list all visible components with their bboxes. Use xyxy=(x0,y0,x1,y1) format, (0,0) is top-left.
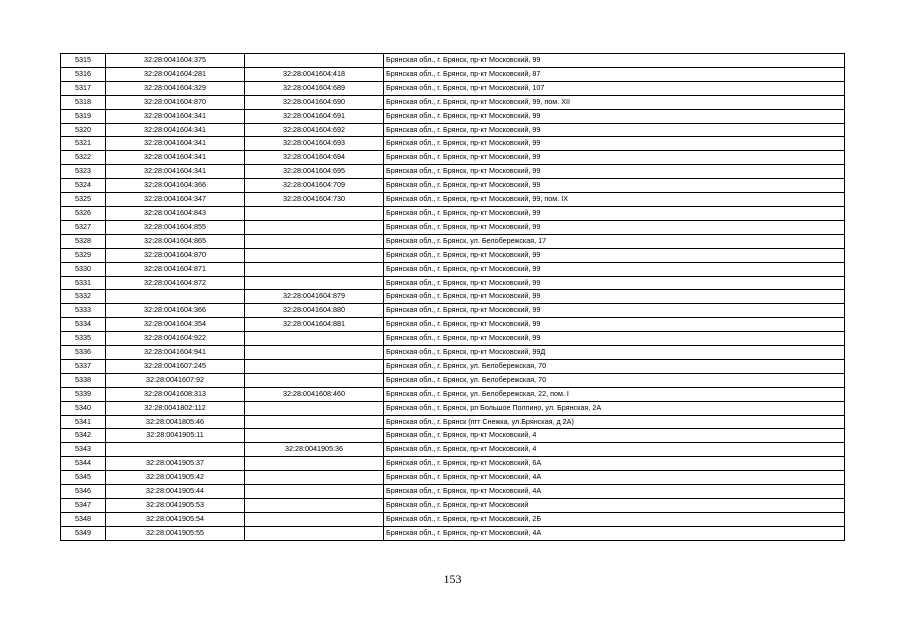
related-cadastral-number-cell: 32:28:0041604:880 xyxy=(245,304,384,318)
address-cell: Брянская обл., г. Брянск, пр-кт Московский, 99 xyxy=(384,318,845,332)
cadastral-number-cell: 32:28:0041604:329 xyxy=(106,81,245,95)
row-number-cell: 5321 xyxy=(61,137,106,151)
cadastral-number-cell: 32:28:0041604:341 xyxy=(106,109,245,123)
address-cell: Брянская обл., г. Брянск, пр-кт Московский, 87 xyxy=(384,67,845,81)
address-cell: Брянская обл., г. Брянск, ул. Белобережская, 70 xyxy=(384,373,845,387)
row-number-cell: 5316 xyxy=(61,67,106,81)
table-row xyxy=(61,137,845,151)
table-row xyxy=(61,499,845,513)
cadastral-number-cell: 32:28:0041604:366 xyxy=(106,179,245,193)
table-row xyxy=(61,346,845,360)
address-cell: Брянская обл., г. Брянск, пр-кт Московский, 99 xyxy=(384,151,845,165)
related-cadastral-number-cell xyxy=(245,401,384,415)
address-cell: Брянская обл., г. Брянск, пр-кт Московский, 4 xyxy=(384,429,845,443)
related-cadastral-number-cell xyxy=(245,346,384,360)
cadastral-number-cell: 32:28:0041608:313 xyxy=(106,387,245,401)
related-cadastral-number-cell: 32:28:0041604:693 xyxy=(245,137,384,151)
cadastral-number-cell: 32:28:0041604:871 xyxy=(106,262,245,276)
row-number-cell: 5333 xyxy=(61,304,106,318)
row-number-cell: 5326 xyxy=(61,206,106,220)
row-number-cell: 5324 xyxy=(61,179,106,193)
related-cadastral-number-cell xyxy=(245,485,384,499)
table-row xyxy=(61,373,845,387)
cadastral-number-cell: 32:28:0041805:46 xyxy=(106,415,245,429)
cadastral-number-cell: 32:28:0041905:53 xyxy=(106,499,245,513)
related-cadastral-number-cell: 32:28:0041604:692 xyxy=(245,123,384,137)
address-cell: Брянская обл., г. Брянск, пр-кт Московский, 4А xyxy=(384,471,845,485)
address-cell: Брянская обл., г. Брянск, пр-кт Московский, 99 xyxy=(384,123,845,137)
row-number-cell: 5335 xyxy=(61,332,106,346)
related-cadastral-number-cell: 32:28:0041604:689 xyxy=(245,81,384,95)
related-cadastral-number-cell xyxy=(245,234,384,248)
address-cell: Брянская обл., г. Брянск, пр-кт Московский, 99 xyxy=(384,290,845,304)
cadastral-number-cell: 32:28:0041905:37 xyxy=(106,457,245,471)
row-number-cell: 5329 xyxy=(61,248,106,262)
address-cell: Брянская обл., г. Брянск, пр-кт Московский, 4А xyxy=(384,485,845,499)
row-number-cell: 5346 xyxy=(61,485,106,499)
address-cell: Брянская обл., г. Брянск, пр-кт Московский, 99 xyxy=(384,206,845,220)
table-row xyxy=(61,387,845,401)
row-number-cell: 5331 xyxy=(61,276,106,290)
address-cell: Брянская обл., г. Брянск, пр-кт Московский, 99 xyxy=(384,220,845,234)
cadastral-number-cell: 32:28:0041905:42 xyxy=(106,471,245,485)
address-cell: Брянская обл., г. Брянск, пр-кт Московский, 99 xyxy=(384,332,845,346)
related-cadastral-number-cell xyxy=(245,276,384,290)
table-row xyxy=(61,304,845,318)
page-number: 153 xyxy=(443,572,462,586)
row-number-cell: 5322 xyxy=(61,151,106,165)
related-cadastral-number-cell xyxy=(245,220,384,234)
registry-table xyxy=(60,53,845,541)
address-cell: Брянская обл., г. Брянск, пр-кт Московский, 99, пом. IX xyxy=(384,193,845,207)
related-cadastral-number-cell xyxy=(245,373,384,387)
related-cadastral-number-cell: 32:28:0041604:881 xyxy=(245,318,384,332)
cadastral-number-cell: 32:28:0041604:341 xyxy=(106,165,245,179)
row-number-cell: 5339 xyxy=(61,387,106,401)
row-number-cell: 5345 xyxy=(61,471,106,485)
cadastral-number-cell: 32:28:0041604:341 xyxy=(106,137,245,151)
cadastral-number-cell: 32:28:0041607:92 xyxy=(106,373,245,387)
address-cell: Брянская обл., г. Брянск, пр-кт Московский, 4А xyxy=(384,526,845,540)
table-row xyxy=(61,193,845,207)
cadastral-number-cell: 32:28:0041604:870 xyxy=(106,95,245,109)
table-row xyxy=(61,123,845,137)
related-cadastral-number-cell xyxy=(245,54,384,68)
cadastral-number-cell xyxy=(106,443,245,457)
row-number-cell: 5332 xyxy=(61,290,106,304)
cadastral-number-cell: 32:28:0041604:366 xyxy=(106,304,245,318)
row-number-cell: 5337 xyxy=(61,359,106,373)
address-cell: Брянская обл., г. Брянск, пр-кт Московский, 99, пом. XII xyxy=(384,95,845,109)
cadastral-number-cell: 32:28:0041905:54 xyxy=(106,512,245,526)
related-cadastral-number-cell: 32:28:0041604:690 xyxy=(245,95,384,109)
table-row xyxy=(61,443,845,457)
cadastral-number-cell: 32:28:0041905:55 xyxy=(106,526,245,540)
row-number-cell: 5349 xyxy=(61,526,106,540)
related-cadastral-number-cell xyxy=(245,429,384,443)
row-number-cell: 5318 xyxy=(61,95,106,109)
table-row xyxy=(61,401,845,415)
table-row xyxy=(61,526,845,540)
table-row xyxy=(61,415,845,429)
cadastral-number-cell: 32:28:0041604:865 xyxy=(106,234,245,248)
table-row xyxy=(61,290,845,304)
table-row xyxy=(61,206,845,220)
row-number-cell: 5319 xyxy=(61,109,106,123)
related-cadastral-number-cell xyxy=(245,471,384,485)
address-cell: Брянская обл., г. Брянск, пр-кт Московский, 99 xyxy=(384,137,845,151)
row-number-cell: 5328 xyxy=(61,234,106,248)
registry-table-body xyxy=(61,54,845,541)
cadastral-number-cell: 32:28:0041604:870 xyxy=(106,248,245,262)
cadastral-number-cell: 32:28:0041802:112 xyxy=(106,401,245,415)
row-number-cell: 5330 xyxy=(61,262,106,276)
table-row xyxy=(61,471,845,485)
cadastral-number-cell: 32:28:0041604:843 xyxy=(106,206,245,220)
address-cell: Брянская обл., г. Брянск, ул. Белобережская, 17 xyxy=(384,234,845,248)
related-cadastral-number-cell: 32:28:0041604:879 xyxy=(245,290,384,304)
related-cadastral-number-cell: 32:28:0041604:730 xyxy=(245,193,384,207)
address-cell: Брянская обл., г. Брянск, пр-кт Московский, 99 xyxy=(384,262,845,276)
row-number-cell: 5342 xyxy=(61,429,106,443)
address-cell: Брянская обл., г. Брянск, пр-кт Московский, 2Б xyxy=(384,512,845,526)
related-cadastral-number-cell: 32:28:0041604:418 xyxy=(245,67,384,81)
row-number-cell: 5347 xyxy=(61,499,106,513)
cadastral-number-cell: 32:28:0041604:281 xyxy=(106,67,245,81)
related-cadastral-number-cell: 32:28:0041604:709 xyxy=(245,179,384,193)
table-row xyxy=(61,179,845,193)
cadastral-number-cell: 32:28:0041604:341 xyxy=(106,123,245,137)
table-row xyxy=(61,359,845,373)
related-cadastral-number-cell xyxy=(245,526,384,540)
related-cadastral-number-cell xyxy=(245,206,384,220)
address-cell: Брянская обл., г. Брянск, пр-кт Московский, 6А xyxy=(384,457,845,471)
row-number-cell: 5327 xyxy=(61,220,106,234)
table-row xyxy=(61,165,845,179)
related-cadastral-number-cell: 32:28:0041604:695 xyxy=(245,165,384,179)
table-row xyxy=(61,262,845,276)
address-cell: Брянская обл., г. Брянск, пр-кт Московский, 99 xyxy=(384,248,845,262)
address-cell: Брянская обл., г. Брянск, ул. Белобережская, 70 xyxy=(384,359,845,373)
table-row xyxy=(61,81,845,95)
table-row xyxy=(61,95,845,109)
related-cadastral-number-cell: 32:28:0041905:36 xyxy=(245,443,384,457)
cadastral-number-cell: 32:28:0041604:922 xyxy=(106,332,245,346)
row-number-cell: 5315 xyxy=(61,54,106,68)
address-cell: Брянская обл., г. Брянск, пр-кт Московский, 107 xyxy=(384,81,845,95)
row-number-cell: 5336 xyxy=(61,346,106,360)
table-row xyxy=(61,485,845,499)
address-cell: Брянская обл., г. Брянск, рп Большое Полпино, ул. Брянская, 2А xyxy=(384,401,845,415)
table-row xyxy=(61,276,845,290)
related-cadastral-number-cell xyxy=(245,457,384,471)
table-row xyxy=(61,248,845,262)
table-row xyxy=(61,457,845,471)
cadastral-number-cell: 32:28:0041604:855 xyxy=(106,220,245,234)
address-cell: Брянская обл., г. Брянск, пр-кт Московский, 99 xyxy=(384,276,845,290)
table-row xyxy=(61,318,845,332)
cadastral-number-cell xyxy=(106,290,245,304)
related-cadastral-number-cell xyxy=(245,262,384,276)
related-cadastral-number-cell: 32:28:0041604:691 xyxy=(245,109,384,123)
cadastral-number-cell: 32:28:0041604:375 xyxy=(106,54,245,68)
address-cell: Брянская обл., г. Брянск, пр-кт Московский, 99 xyxy=(384,54,845,68)
related-cadastral-number-cell xyxy=(245,359,384,373)
cadastral-number-cell: 32:28:0041604:941 xyxy=(106,346,245,360)
related-cadastral-number-cell: 32:28:0041608:460 xyxy=(245,387,384,401)
table-row xyxy=(61,220,845,234)
cadastral-number-cell: 32:28:0041604:354 xyxy=(106,318,245,332)
row-number-cell: 5343 xyxy=(61,443,106,457)
row-number-cell: 5323 xyxy=(61,165,106,179)
address-cell: Брянская обл., г. Брянск (пгт Снежка, ул.Брянская, д 2А) xyxy=(384,415,845,429)
table-row xyxy=(61,234,845,248)
related-cadastral-number-cell xyxy=(245,512,384,526)
related-cadastral-number-cell xyxy=(245,415,384,429)
row-number-cell: 5348 xyxy=(61,512,106,526)
cadastral-number-cell: 32:28:0041604:347 xyxy=(106,193,245,207)
row-number-cell: 5344 xyxy=(61,457,106,471)
row-number-cell: 5317 xyxy=(61,81,106,95)
table-row xyxy=(61,512,845,526)
table-row xyxy=(61,109,845,123)
table-row xyxy=(61,151,845,165)
address-cell: Брянская обл., г. Брянск, ул. Белобережская, 22, пом. I xyxy=(384,387,845,401)
address-cell: Брянская обл., г. Брянск, пр-кт Московский, 4 xyxy=(384,443,845,457)
row-number-cell: 5340 xyxy=(61,401,106,415)
table-row xyxy=(61,54,845,68)
table-row xyxy=(61,67,845,81)
address-cell: Брянская обл., г. Брянск, пр-кт Московский xyxy=(384,499,845,513)
cadastral-number-cell: 32:28:0041604:341 xyxy=(106,151,245,165)
row-number-cell: 5325 xyxy=(61,193,106,207)
address-cell: Брянская обл., г. Брянск, пр-кт Московский, 99Д xyxy=(384,346,845,360)
address-cell: Брянская обл., г. Брянск, пр-кт Московский, 99 xyxy=(384,109,845,123)
address-cell: Брянская обл., г. Брянск, пр-кт Московский, 99 xyxy=(384,165,845,179)
related-cadastral-number-cell xyxy=(245,332,384,346)
address-cell: Брянская обл., г. Брянск, пр-кт Московский, 99 xyxy=(384,179,845,193)
cadastral-number-cell: 32:28:0041604:872 xyxy=(106,276,245,290)
row-number-cell: 5338 xyxy=(61,373,106,387)
cadastral-number-cell: 32:28:0041905:44 xyxy=(106,485,245,499)
table-row xyxy=(61,429,845,443)
row-number-cell: 5334 xyxy=(61,318,106,332)
address-cell: Брянская обл., г. Брянск, пр-кт Московский, 99 xyxy=(384,304,845,318)
cadastral-number-cell: 32:28:0041905:11 xyxy=(106,429,245,443)
row-number-cell: 5320 xyxy=(61,123,106,137)
related-cadastral-number-cell: 32:28:0041604:694 xyxy=(245,151,384,165)
related-cadastral-number-cell xyxy=(245,499,384,513)
cadastral-number-cell: 32:28:0041607:245 xyxy=(106,359,245,373)
row-number-cell: 5341 xyxy=(61,415,106,429)
related-cadastral-number-cell xyxy=(245,248,384,262)
table-row xyxy=(61,332,845,346)
